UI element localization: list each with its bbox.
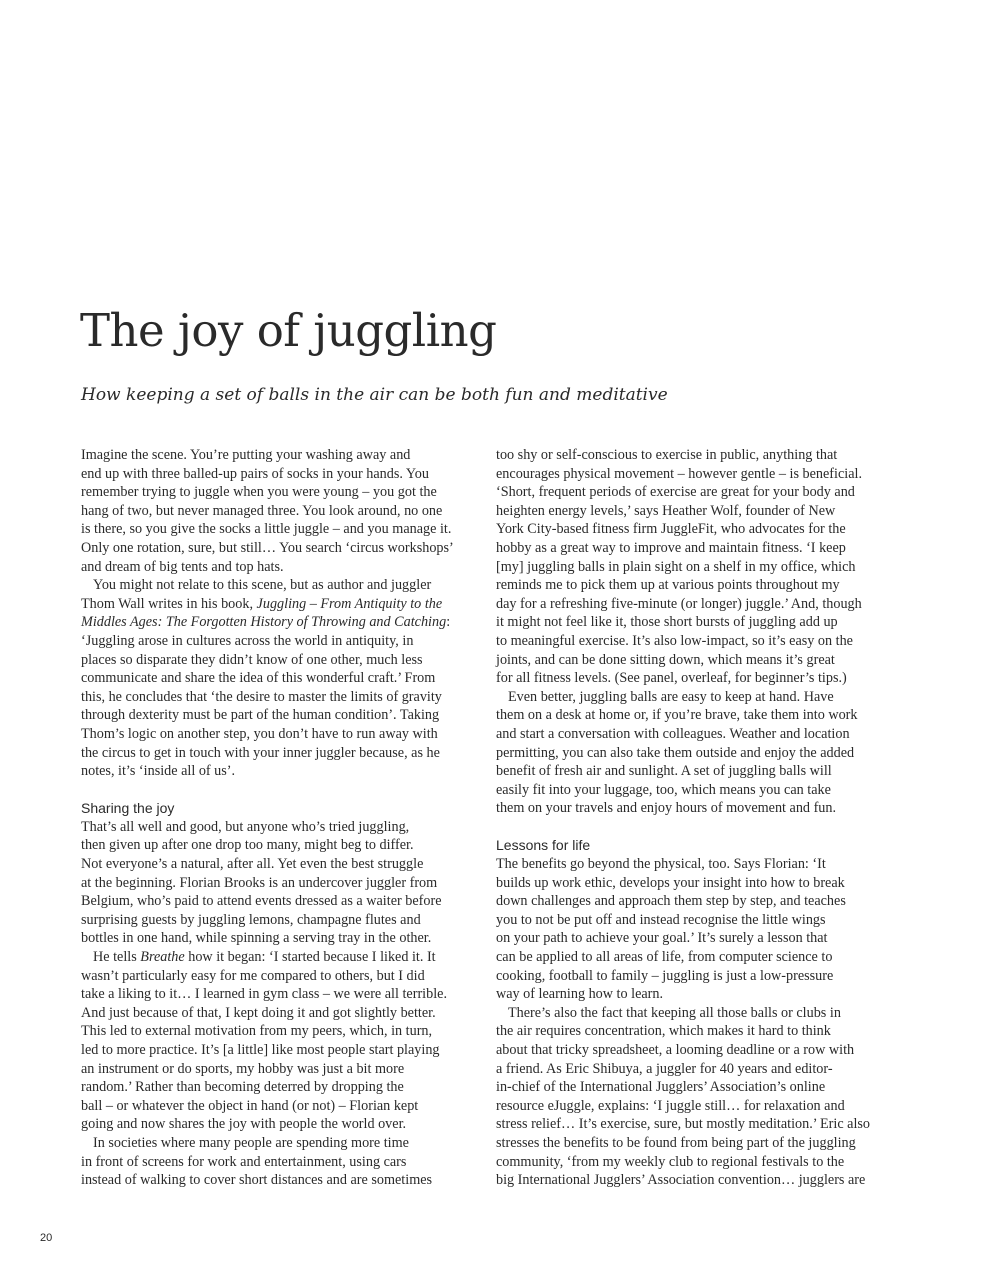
text-line: in front of screens for work and entertainment, using cars (81, 1153, 407, 1170)
text-line: a friend. As Eric Shibuya, a juggler for 40 years and editor- (496, 1060, 833, 1077)
text-line: communicate and share the idea of this wonderful craft.’ From (81, 670, 436, 687)
text-line: and dream of big tents and top hats. (81, 558, 284, 575)
text-line: random.’ Rather than becoming deterred by dropping the (81, 1079, 404, 1096)
text-line: hang of two, but never managed three. You look around, no one (81, 502, 443, 519)
text-line: an instrument or do sports, my hobby was just a bit more (81, 1060, 405, 1077)
text-line: Even better, juggling balls are easy to keep at hand. Have (508, 688, 834, 705)
text-line: stresses the benefits to be found from being part of the juggling (496, 1134, 856, 1151)
paragraph-intro (81, 446, 485, 576)
text-line: Not everyone’s a natural, after all. Yet even the best struggle (81, 856, 424, 873)
text-line: Only one rotation, sure, but still… You search ‘circus workshops’ (81, 539, 454, 556)
magazine-name: Breathe (140, 949, 185, 966)
paragraph-lessons (496, 855, 908, 1004)
paragraph-societies (81, 1134, 485, 1190)
text-line: you to not be put off and instead recognise the little wings (496, 911, 826, 928)
text-line: benefit of fresh air and sunlight. A set of juggling balls will (496, 763, 832, 780)
text-line: joints, and can be done sitting down, which means it’s great (496, 651, 835, 668)
text-line: builds up work ethic, develops your insight into how to break (496, 874, 845, 891)
paragraph-sharing (81, 818, 485, 948)
article-title: The joy of juggling (80, 304, 497, 357)
text-line: [my] juggling balls in plain sight on a shelf in my office, which (496, 558, 856, 575)
text-run: : (446, 614, 451, 631)
text-line: The benefits go beyond the physical, too. Says Florian: ‘It (496, 856, 826, 873)
text-line: bottles in one hand, while spinning a serving tray in the other. (81, 930, 432, 947)
text-line: is there, so you give the socks a little juggle – and you manage it. (81, 521, 452, 538)
text-run: Thom Wall writes in his book, (81, 595, 257, 612)
text-line: wasn’t particularly easy for me compared to others, but I did (81, 967, 425, 984)
text-line: encourages physical movement – however gentle – is beneficial. (496, 465, 862, 482)
text-line: day for a refreshing five-minute (or longer) juggle.’ And, though (496, 595, 862, 612)
text-line: for all fitness levels. (See panel, overleaf, for beginner’s tips.) (496, 670, 847, 687)
text-line: easily fit into your luggage, too, which means you can take (496, 781, 831, 798)
text-line: end up with three balled-up pairs of socks in your hands. You (81, 465, 429, 482)
text-line: instead of walking to cover short distances and are sometimes (81, 1172, 433, 1189)
text-line: the circus to get in touch with your inner juggler because, as he (81, 744, 440, 761)
text-line: Imagine the scene. You’re putting your washing away and (81, 447, 411, 463)
text-line: You might not relate to this scene, but as author and juggler (93, 577, 432, 594)
text-line: ‘Juggling arose in cultures across the world in antiquity, in (81, 632, 414, 649)
text-line: places so disparate they didn’t know of one other, much less (81, 651, 423, 668)
section-gap (496, 818, 908, 837)
section-gap (81, 781, 485, 800)
text-line: In societies where many people are spending more time (93, 1134, 409, 1151)
text-line: the air requires concentration, which makes it hard to think (496, 1023, 831, 1040)
text-line: through dexterity must be part of the human condition’. Taking (81, 707, 440, 724)
text-line: then given up after one drop too many, might beg to differ. (81, 837, 414, 854)
text-line: big International Jugglers’ Association convention… jugglers are (496, 1172, 866, 1189)
section-heading-lessons: Lessons for life (496, 837, 591, 854)
right-column (496, 446, 908, 1190)
text-line: down challenges and approach them step by step, and teaches (496, 893, 846, 910)
text-line (81, 595, 485, 614)
text-line: and start a conversation with colleagues. Weather and location (496, 725, 850, 742)
text-line (81, 613, 485, 632)
text-line: at the beginning. Florian Brooks is an undercover juggler from (81, 874, 438, 891)
text-line: hobby as a great way to improve and maintain fitness. ‘I keep (496, 539, 846, 556)
text-run: He tells (93, 949, 141, 966)
text-line: resource eJuggle, explains: ‘I juggle still… for relaxation and (496, 1097, 845, 1114)
text-line: can be applied to all areas of life, from computer science to (496, 949, 833, 966)
text-line: There’s also the fact that keeping all those balls or clubs in (508, 1004, 841, 1021)
paragraph-even-better (496, 688, 908, 818)
paragraph-concentration (496, 1004, 908, 1190)
book-title: Juggling – From Antiquity to the (256, 595, 443, 612)
text-line: stress relief… It’s exercise, sure, but mostly meditation.’ Eric also (496, 1116, 871, 1133)
text-line: reminds me to pick them up at various points throughout my (496, 577, 840, 594)
text-line: community, ‘from my weekly club to regional festivals to the (496, 1153, 845, 1170)
text-line: on your path to achieve your goal.’ It’s surely a lesson that (496, 930, 828, 947)
text-line: ‘Short, frequent periods of exercise are great for your body and (496, 484, 855, 501)
text-line: That’s all well and good, but anyone who’s tried juggling, (81, 818, 410, 835)
text-line: led to more practice. It’s [a little] like most people start playing (81, 1042, 440, 1058)
text-line: Belgium, who’s paid to attend events dressed as a waiter before (81, 893, 442, 910)
text-line: in-chief of the International Jugglers’ Association’s online (496, 1079, 826, 1096)
article-subtitle: How keeping a set of balls in the air can be both fun and meditative (81, 385, 668, 405)
text-line: notes, it’s ‘inside all of us’. (81, 763, 236, 780)
left-column (81, 446, 485, 1190)
text-line: cooking, football to family – juggling is just a low-pressure (496, 967, 834, 984)
text-line: this, he concludes that ‘the desire to master the limits of gravity (81, 688, 442, 705)
text-line: about that tricky spreadsheet, a looming deadline or a row with (496, 1042, 855, 1058)
text-line: it might not feel like it, those short bursts of juggling add up (496, 614, 838, 631)
text-line: ball – or whatever the object in hand (or not) – Florian kept (81, 1097, 419, 1114)
text-line: them on a desk at home or, if you’re brave, take them into work (496, 707, 858, 724)
paragraph-florian (81, 948, 485, 1134)
text-line: permitting, you can also take them outside and enjoy the added (496, 744, 855, 761)
text-line: too shy or self-conscious to exercise in public, anything that (496, 447, 838, 463)
text-line: York City-based fitness firm JuggleFit, who advocates for the (496, 521, 846, 538)
text-line: Thom’s logic on another step, you don’t have to run away with (81, 725, 438, 742)
text-line: them on your travels and enjoy hours of movement and fun. (496, 800, 837, 817)
text-line: take a liking to it… I learned in gym class – we were all terrible. (81, 986, 447, 1003)
page-number: 20 (40, 1232, 53, 1244)
text-line: remember trying to juggle when you were young – you got the (81, 484, 437, 501)
paragraph-thom-wall (81, 576, 485, 781)
text-line: heighten energy levels,’ says Heather Wolf, founder of New (496, 502, 836, 519)
text-line: way of learning how to learn. (496, 986, 664, 1003)
text-line: surprising guests by juggling lemons, champagne flutes and (81, 911, 421, 928)
book-title-continued: Middles Ages: The Forgotten History of Throwing and Catching (81, 614, 447, 631)
section-heading-sharing: Sharing the joy (81, 800, 175, 817)
text-line (81, 948, 485, 967)
text-run: how it began: ‘I started because I liked it. It (184, 949, 436, 966)
paragraph-fitness (496, 446, 908, 688)
text-line: And just because of that, I kept doing it and got slightly better. (81, 1004, 436, 1021)
text-line: This led to external motivation from my peers, which, in turn, (81, 1023, 433, 1040)
text-line: to meaningful exercise. It’s also low-impact, so it’s easy on the (496, 632, 853, 649)
text-line: going and now shares the joy with people the world over. (81, 1116, 407, 1133)
